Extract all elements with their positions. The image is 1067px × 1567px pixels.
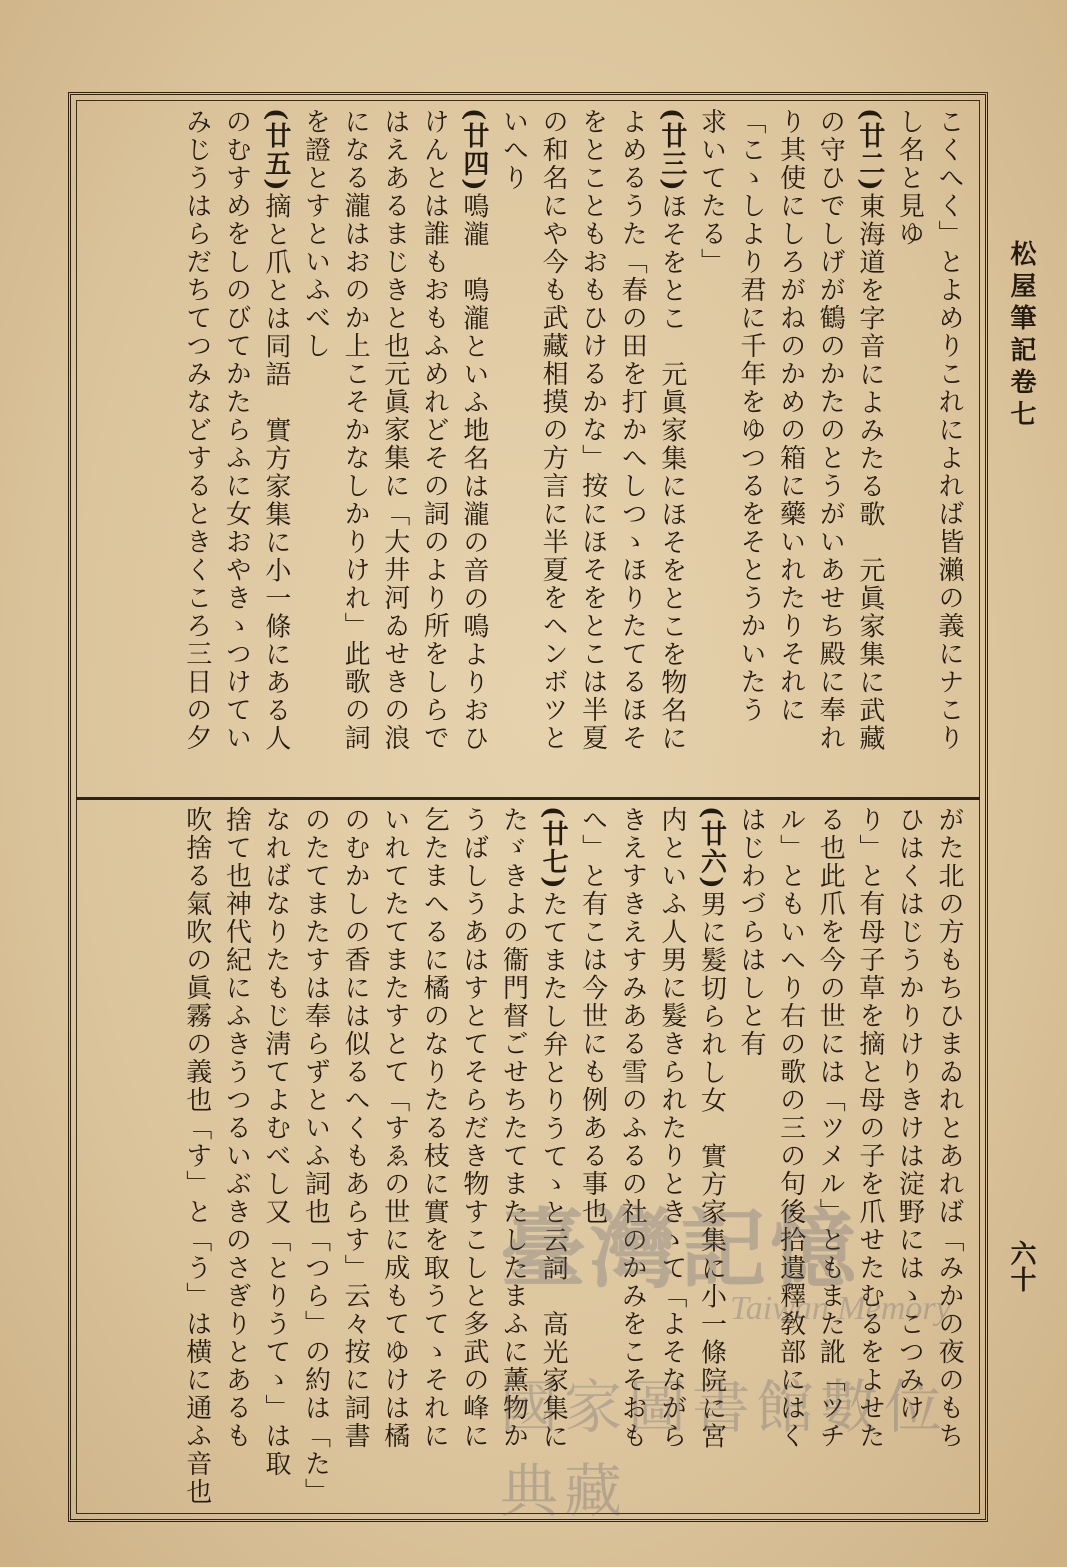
line-text: になる瀧はおのか上こそかなしかりけれ」此歌の詞 bbox=[340, 108, 371, 752]
line-text: 内といふ人男に髮きられたりときゝて「よそながら bbox=[656, 806, 687, 1450]
text-line bbox=[810, 806, 850, 1506]
text-line bbox=[532, 806, 572, 1506]
text-line bbox=[770, 806, 810, 1506]
section-marker: (廿三) bbox=[656, 108, 687, 193]
watermark-brush-text: 臺灣記憶 bbox=[500, 1199, 860, 1300]
line-text: よめるうた「春の田を打かへしつゝほりたてるほそ bbox=[617, 108, 648, 752]
line-text: のむかしの香には似るへくもあらす」云々按に詞書 bbox=[340, 806, 371, 1450]
text-line bbox=[176, 806, 216, 1506]
text-line bbox=[612, 806, 652, 1506]
text-line bbox=[572, 806, 612, 1506]
text-line bbox=[374, 108, 414, 788]
line-text: り其使にしろがねのかめの箱に藥いれたりそれに bbox=[775, 108, 806, 724]
line-text: し名と見ゆ bbox=[894, 108, 925, 248]
text-line bbox=[889, 806, 929, 1506]
text-line bbox=[414, 806, 454, 1506]
line-text: 捨て也神代紀にふきうつるいぶきのさぎりとあるも bbox=[221, 806, 252, 1450]
line-text: なればなりたもじ淸てよむべし又「とりうてゝ」は取 bbox=[260, 806, 291, 1478]
line-text: 乞たまへるに橘のなりたる枝に實を取うてゝそれに bbox=[419, 806, 450, 1450]
line-text: る也此爪を今の世には「ツメル」ともまた訛「ツチ bbox=[815, 806, 846, 1450]
text-line bbox=[335, 108, 375, 788]
line-text: をとこともおもひけるかな」按にほそをとこは半夏 bbox=[577, 108, 608, 752]
text-line bbox=[255, 108, 295, 788]
line-text: けんとは誰もおもふめれどその詞のより所をしらで bbox=[419, 108, 450, 752]
line-text: 東海道を字音によみたる歌 元眞家集に武藏 bbox=[854, 192, 885, 753]
text-line bbox=[730, 806, 770, 1506]
text-line bbox=[295, 108, 335, 788]
line-text: ル」ともいへり右の歌の三の句後拾遺釋敎部にはく bbox=[775, 806, 806, 1450]
text-line bbox=[849, 108, 889, 788]
line-text: へ」と有こは今世にも例ある事也 bbox=[577, 806, 608, 1226]
text-line bbox=[928, 108, 968, 788]
text-line bbox=[335, 806, 375, 1506]
text-line bbox=[493, 806, 533, 1506]
text-line bbox=[770, 108, 810, 788]
line-text: いへり bbox=[498, 108, 529, 192]
bottom-text-block bbox=[88, 806, 968, 1506]
text-line bbox=[532, 108, 572, 788]
section-marker: (廿四) bbox=[458, 108, 489, 193]
line-text: たてまたし弁とりうてゝと云詞 高光家集に bbox=[538, 890, 569, 1451]
section-marker: (廿六) bbox=[696, 806, 727, 891]
text-line bbox=[255, 806, 295, 1506]
line-text: 「こゝしより君に千年をゆつるをそとうかいたう bbox=[736, 108, 767, 724]
text-line bbox=[176, 108, 216, 788]
text-line bbox=[414, 108, 454, 788]
text-line bbox=[849, 806, 889, 1506]
line-text: ひはくはじうかりけりきけは淀野にはゝこつみけ bbox=[894, 806, 925, 1422]
text-line bbox=[295, 806, 335, 1506]
section-marker: (廿七) bbox=[538, 806, 569, 891]
section-marker: (廿二) bbox=[854, 108, 885, 193]
line-text: のたてまたすは奉らずといふ詞也「つら」の約は「た」 bbox=[300, 806, 331, 1506]
line-text: ほそをとこ 元眞家集にほそをとこを物名に bbox=[656, 192, 687, 753]
line-text: たゞきよの衞門督ごせちたてまたしたまふに薰物か bbox=[498, 806, 529, 1450]
text-line bbox=[928, 806, 968, 1506]
line-text: がた北の方もちひまゐれとあれば「みかの夜のもち bbox=[934, 806, 964, 1450]
text-line bbox=[216, 806, 256, 1506]
text-line bbox=[453, 806, 493, 1506]
watermark-english-text: Taiwan Memory bbox=[730, 1290, 951, 1327]
text-line bbox=[889, 108, 929, 788]
line-text: 鳴瀧 鳴瀧といふ地名は瀧の音の鳴よりおひ bbox=[458, 192, 489, 753]
running-head: 松屋筆記卷七 bbox=[1006, 240, 1036, 432]
line-text: うばしうあはすとてそらだき物すこしと多武の峰に bbox=[458, 806, 489, 1450]
text-line bbox=[453, 108, 493, 788]
text-line bbox=[651, 108, 691, 788]
line-text: 男に髮切られし女 實方家集に小一條院に宮 bbox=[696, 890, 727, 1451]
top-text-block bbox=[88, 108, 968, 788]
line-text: こくへく」とよめりこれによれば皆瀨の義にナこり bbox=[934, 108, 964, 752]
text-line bbox=[493, 108, 533, 788]
page-number: 六十 bbox=[1006, 1240, 1036, 1292]
section-marker: (廿五) bbox=[260, 108, 291, 193]
text-line bbox=[374, 806, 414, 1506]
line-text: り」と有母子草を摘と母の子を爪せたむるをよせた bbox=[854, 806, 885, 1450]
line-text: はじわづらはしと有 bbox=[736, 806, 767, 1058]
line-text: のむすめをしのびてかたらふに女おやきゝつけてい bbox=[221, 108, 252, 752]
line-text: みじうはらだちてつみなどするときくころ三日の夕 bbox=[181, 108, 212, 752]
line-text: はえあるまじきと也元眞家集に「大井河ゐせきの浪 bbox=[379, 108, 410, 752]
text-line bbox=[691, 806, 731, 1506]
text-line bbox=[612, 108, 652, 788]
line-text: いれてたてまたすとて「すゑの世に成もてゆけは橘 bbox=[379, 806, 410, 1450]
line-text: 摘と爪とは同語 實方家集に小一條にある人 bbox=[260, 192, 291, 753]
line-text: 吹捨る氣吹の眞霧の義也「す」と「う」は横に通ふ音也 bbox=[181, 806, 212, 1506]
text-line bbox=[730, 108, 770, 788]
text-line bbox=[651, 806, 691, 1506]
line-text: の和名にや今も武藏相摸の方言に半夏をヘンボツと bbox=[538, 108, 569, 752]
line-text: の守ひでしげが鶴のかたのとうがいあせち殿に奉れ bbox=[815, 108, 846, 752]
line-text: 求いてたる」 bbox=[696, 108, 727, 276]
line-text: を證とすといふべし bbox=[300, 108, 331, 360]
text-line bbox=[810, 108, 850, 788]
line-text: きえすきえすみある雪のふるの社のかみをこそおも bbox=[617, 806, 648, 1450]
text-line bbox=[691, 108, 731, 788]
horizontal-divider bbox=[76, 797, 980, 800]
text-line bbox=[216, 108, 256, 788]
text-line bbox=[572, 108, 612, 788]
watermark-chinese-text: 國家圖書館數位典藏 bbox=[500, 1373, 949, 1525]
